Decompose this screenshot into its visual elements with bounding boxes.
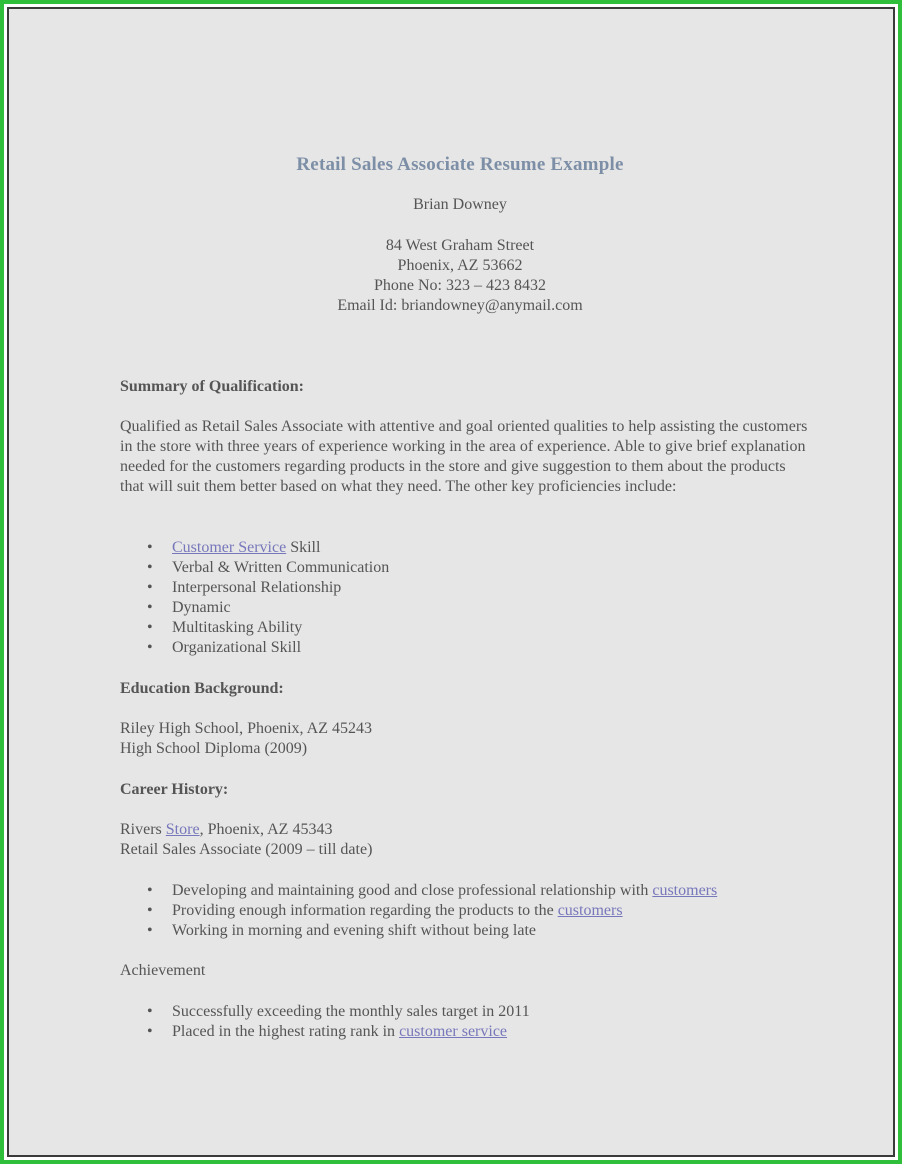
customer-service-link[interactable]: customer service (399, 1023, 508, 1040)
summary-heading: Summary of Qualification: (120, 378, 304, 395)
list-item (120, 1022, 530, 1042)
document-page (7, 7, 895, 1157)
customers-link[interactable]: customers (652, 882, 718, 899)
list-item (120, 578, 389, 598)
candidate-name: Brian Downey (413, 196, 507, 213)
list-item (120, 598, 389, 618)
education-heading: Education Background: (120, 680, 284, 697)
bullet-icon: • (147, 882, 153, 899)
bullet-icon: • (147, 559, 153, 576)
address-city: Phoenix, AZ 53662 (397, 257, 523, 274)
career-heading: Career History: (120, 781, 229, 798)
bullet-icon: • (147, 599, 153, 616)
bullet-icon: • (147, 1023, 153, 1040)
skill-label: Interpersonal Relationship (172, 579, 342, 596)
summary-paragraph: Qualified as Retail Sales Associate with attentive and goal oriented qualities to help assisting the customers in the store with three years of experience working in the area of experience. Able to give brief explanation needed for the customers regarding products in the store and give suggestion to them about the products that will suit them better based on what they need. The other key proficiencies include: (120, 418, 808, 495)
skills-list (120, 538, 389, 658)
list-item (120, 1002, 530, 1022)
phone-number: Phone No: 323 – 423 8432 (374, 277, 546, 294)
page-title: Retail Sales Associate Resume Example (296, 154, 624, 175)
bullet-icon: • (147, 539, 153, 556)
list-item (120, 558, 389, 578)
employer-prefix: Rivers (120, 821, 166, 838)
skill-label: Organizational Skill (172, 639, 302, 656)
bullet-icon: • (147, 619, 153, 636)
skill-label: Verbal & Written Communication (172, 559, 390, 576)
diploma: High School Diploma (2009) (120, 740, 308, 757)
achievement-text: Successfully exceeding the monthly sales target in 2011 (172, 1003, 530, 1020)
skill-suffix: Skill (286, 539, 321, 556)
duties-list (120, 881, 717, 941)
school-name: Riley High School, Phoenix, AZ 45243 (120, 720, 372, 737)
skill-label: Multitasking Ability (172, 619, 303, 636)
bullet-icon: • (147, 922, 153, 939)
address-street: 84 West Graham Street (385, 237, 535, 254)
achievement-heading: Achievement (120, 962, 206, 979)
duty-text: Providing enough information regarding the products to the (172, 902, 558, 919)
achievements-list (120, 1002, 530, 1042)
email-address: Email Id: briandowney@anymail.com (337, 297, 583, 314)
employer-suffix: , Phoenix, AZ 45343 (199, 821, 333, 838)
customers-link[interactable]: customers (557, 902, 623, 919)
bullet-icon: • (147, 902, 153, 919)
skill-label: Dynamic (172, 599, 231, 616)
customer-service-link[interactable]: Customer Service (172, 539, 287, 556)
bullet-icon: • (147, 579, 153, 596)
store-link[interactable]: Store (165, 821, 200, 838)
bullet-icon: • (147, 1003, 153, 1020)
list-item (120, 638, 389, 658)
list-item (120, 881, 717, 901)
duty-text: Working in morning and evening shift without being late (172, 922, 536, 939)
list-item (120, 921, 717, 941)
list-item (120, 618, 389, 638)
duty-text: Developing and maintaining good and close professional relationship with (172, 882, 653, 899)
list-item (120, 538, 389, 558)
job-role: Retail Sales Associate (2009 – till date) (120, 841, 373, 858)
achievement-text: Placed in the highest rating rank in (172, 1023, 400, 1040)
bullet-icon: • (147, 639, 153, 656)
employer-line (120, 821, 332, 839)
list-item (120, 901, 717, 921)
